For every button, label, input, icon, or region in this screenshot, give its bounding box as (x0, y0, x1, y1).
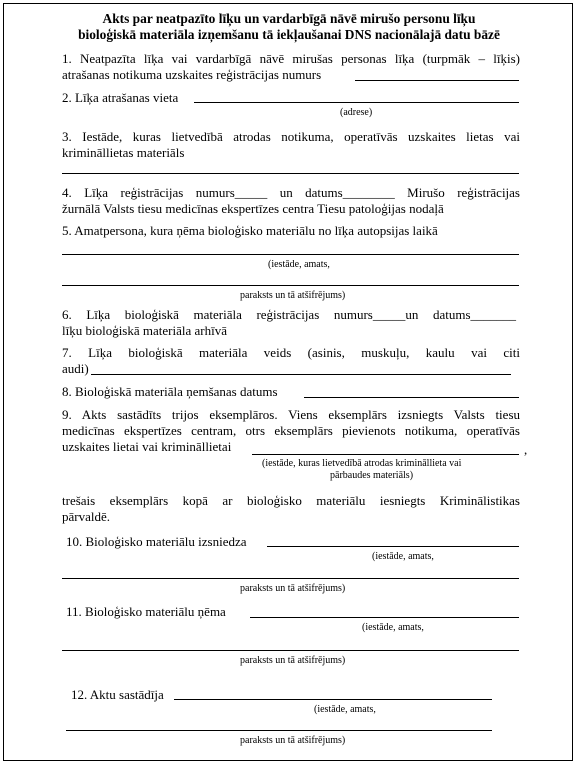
section-3-line-1: 3. Iestāde, kuras lietvedībā atrodas notikuma, operatīvās uzskaites lietas vai (62, 129, 520, 144)
compiler-field[interactable] (174, 699, 492, 700)
issuer-signature-field[interactable] (62, 578, 519, 579)
section-10-caption-1: (iestāde, amats, (372, 551, 434, 562)
official-signature-field[interactable] (62, 285, 519, 286)
form-frame (3, 3, 573, 761)
section-5-caption-2: paraksts un tā atšifrējums) (240, 290, 346, 301)
section-3-line-2: krimināllietas materiāls (62, 145, 185, 160)
receiver-field[interactable] (250, 617, 519, 618)
section-9-line-4: trešais eksemplārs kopā ar bioloģisko materiālu iesniegts Kriminālistikas (62, 493, 520, 508)
section-12-label: 12. Aktu sastādīja (71, 687, 164, 702)
section-5-caption-1: (iestāde, amats, (268, 259, 330, 270)
section-11-caption-2: paraksts un tā atšifrējums) (240, 655, 346, 666)
section-6-line-2: līķu bioloģiskā materiāla arhīvā (62, 323, 227, 338)
section-2-label: 2. Līķa atrašanas vieta (62, 90, 179, 105)
section-9-line-1: 9. Akts sastādīts trijos eksemplāros. Viens eksemplārs izsniegts Valsts tiesu (62, 407, 520, 422)
section-11-label: 11. Bioloģisko materiālu ņēma (66, 604, 226, 619)
section-9-caption-2: pārbaudes materiāls) (330, 470, 414, 481)
section-1-line-2: atrašanas notikuma uzskaites reģistrācijas numurs (62, 67, 322, 82)
collection-date-field[interactable] (304, 397, 519, 398)
section-4-line-1: 4. Līķa reģistrācijas numurs_____ un datums________ Mirušo reģistrācijas (62, 185, 520, 200)
compiler-signature-field[interactable] (66, 730, 492, 731)
criminal-case-field[interactable] (252, 454, 519, 455)
section-9-caption-1: (iestāde, kuras lietvedībā atrodas krimināllieta vai (262, 458, 462, 469)
section-7-line-2: audi) (62, 361, 89, 376)
section-6-line-1: 6. Līķa bioloģiskā materiāla reģistrācijas numurs_____un datums_______ (62, 307, 516, 322)
section-8-label: 8. Bioloģiskā materiāla ņemšanas datums (62, 384, 278, 399)
section-11-caption-1: (iestāde, amats, (362, 622, 424, 633)
section-10-caption-2: paraksts un tā atšifrējums) (240, 583, 346, 594)
receiver-signature-field[interactable] (62, 650, 519, 651)
section-9-line-5: pārvaldē. (62, 509, 111, 524)
material-type-field[interactable] (91, 374, 511, 375)
title-line-2: bioloģiskā materiāla izņemšanu tā iekļaušanai DNS nacionālajā datu bāzē (78, 27, 500, 42)
section-9-comma: , (524, 442, 528, 457)
section-7-line-1: 7. Līķa bioloģiskā materiāla veids (asinis, muskuļu, kaulu vai citi (62, 345, 520, 360)
section-9-line-2: medicīnas ekspertīzes centram, otrs eksemplārs pievienots notikuma, operatīvās (62, 423, 520, 438)
section-12-caption-1: (iestāde, amats, (314, 704, 376, 715)
location-field[interactable] (194, 102, 519, 103)
section-1-line-1: 1. Neatpazīta līķa vai vardarbīgā nāvē mirušas personas līķa (turpmāk – līķis) (62, 51, 520, 66)
section-4-line-2: žurnālā Valsts tiesu medicīnas ekspertīzes centra Tiesu patoloģijas nodaļā (62, 201, 444, 216)
title-line-1: Akts par neatpazīto līķu un vardarbīgā nāvē mirušo personu līķu (102, 11, 476, 26)
official-field[interactable] (62, 254, 519, 255)
issuer-field[interactable] (267, 546, 519, 547)
section-5-line-1: 5. Amatpersona, kura ņēma bioloģisko materiālu no līķa autopsijas laikā (62, 223, 438, 238)
institution-field[interactable] (62, 173, 519, 174)
registration-number-field[interactable] (355, 80, 519, 81)
section-12-caption-2: paraksts un tā atšifrējums) (240, 735, 346, 746)
section-9-line-3: uzskaites lietai vai krimināllietai (62, 439, 232, 454)
section-10-label: 10. Bioloģisko materiālu izsniedza (66, 534, 247, 549)
section-2-caption: (adrese) (340, 107, 373, 118)
